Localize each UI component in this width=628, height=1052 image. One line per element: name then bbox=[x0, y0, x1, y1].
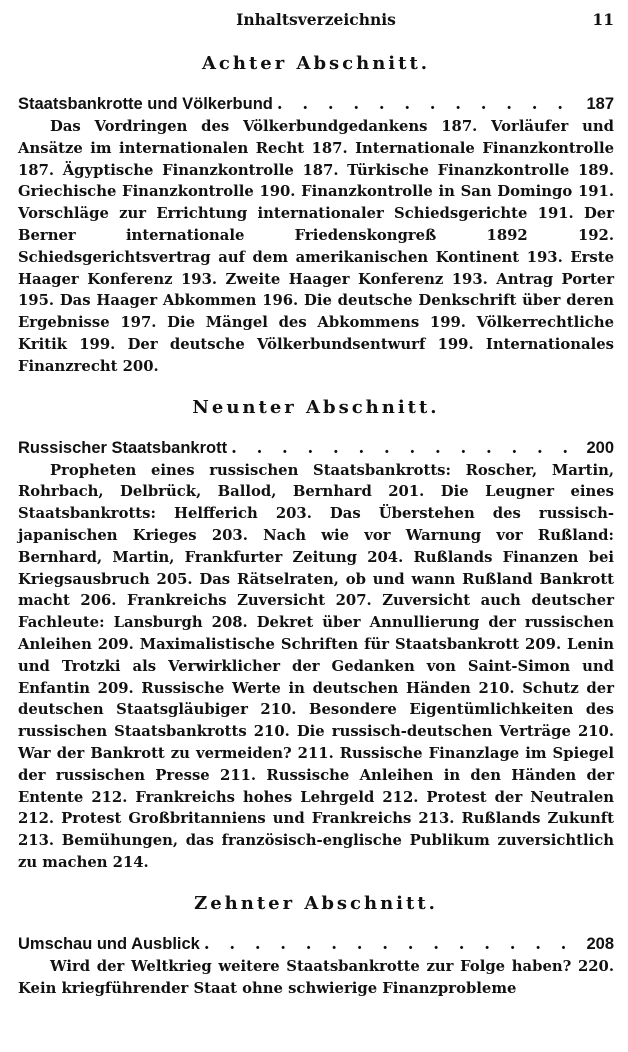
section-page-number: 208 bbox=[586, 934, 614, 953]
section-contents: Propheten eines russischen Staatsbankrotts: Roscher, Martin, Rohrbach, Delbrück, Ballod, Bernhard 201. Die Leugner eines Staatsbankrotts: Helfferich 203. Das Überstehen des russisch-japanischen Krieges 203. Nach wie vor Warnung vor Rußland: Bernhard, Martin, Frankfurter Zeitung 204. Rußlands Finanzen bei Kriegsausbruch 205. Das Rätselraten, ob und wann Rußland Bankrott macht 206. Frankreichs Zuversicht 207. Zuversicht auch deutscher Fachleute: Lansburgh 208. Dekret über Annullierung der russischen Anleihen 209. Maximalistische Schriften für Staatsbankrott 209. Lenin und Trotzki als Verwirklicher der Gedanken von Saint-Simon und Enfantin 209. Russische Werte in deutschen Händen 210. Schutz der deutschen Staatsgläubiger 210. Besondere Eigentümlichkeiten des russischen Staatsbankrotts 210. Die russisch-deutschen Verträge 210. War der Bankrott zu vermeiden? 211. Russische Finanzlage im Spiegel der russischen Presse 211. Russische Anleihen in den Händen der Entente 212. Frankreichs hohes Lehrgeld 212. Protest der Neutralen 212. Protest Großbritanniens und Frankreichs 213. Rußlands Zukunft 213. Bemühungen, das französisch-englische Publikum zuversichtlich zu machen 214. bbox=[18, 461, 614, 871]
page bbox=[18, 10, 614, 999]
running-header bbox=[18, 10, 614, 34]
dot-leader bbox=[277, 92, 583, 116]
section-9 bbox=[18, 396, 614, 874]
header-title: Inhaltsverzeichnis bbox=[236, 10, 396, 29]
section-contents: Das Vordringen des Völkerbundgedankens 187. Vorläufer und Ansätze im internationalen Recht 187. Internationale Finanzkontrolle 187. Ägyptische Finanzkontrolle 187. Türkische Finanzkontrolle 189. Griechische Finanzkontrolle 190. Finanzkontrolle in San Domingo 191. Vorschläge zur Errichtung internationaler Schiedsgerichte 191. Der Berner internationale Friedenskongreß 1892 192. Schiedsgerichtsvertrag auf dem amerikanischen Kontinent 193. Erste Haager Konferenz 193. Zweite Haager Konferenz 193. Antrag Porter 195. Das Haager Abkommen 196. Die deutsche Denkschrift über deren Ergebnisse 197. Die Mängel des Abkommens 199. Völkerrechtliche Kritik 199. Der deutsche Völkerbundsentwurf 199. Internationales Finanzrecht 200. bbox=[18, 118, 614, 375]
section-title-row[interactable] bbox=[18, 436, 614, 460]
section-title: Umschau und Ausblick bbox=[18, 934, 200, 953]
dot-leader bbox=[204, 932, 583, 956]
dot-leader bbox=[231, 436, 582, 460]
section-page-number: 187 bbox=[586, 95, 614, 113]
section-8 bbox=[18, 52, 614, 378]
section-10 bbox=[18, 892, 614, 1000]
header-page-number: 11 bbox=[592, 10, 614, 29]
section-contents: Wird der Weltkrieg weitere Staatsbankrotte zur Folge haben? 220. Kein kriegführender Staat ohne schwierige Finanzprobleme bbox=[18, 957, 614, 997]
section-page-number: 200 bbox=[586, 438, 614, 457]
section-heading: Zehnter Abschnitt. bbox=[194, 892, 438, 914]
section-heading: Achter Abschnitt. bbox=[201, 53, 431, 74]
section-title: Staatsbankrotte und Völkerbund bbox=[18, 95, 273, 113]
section-heading: Neunter Abschnitt. bbox=[192, 396, 440, 418]
section-title: Russischer Staatsbankrott bbox=[18, 438, 228, 457]
section-title-row[interactable] bbox=[18, 932, 614, 956]
section-title-row[interactable] bbox=[18, 92, 614, 116]
